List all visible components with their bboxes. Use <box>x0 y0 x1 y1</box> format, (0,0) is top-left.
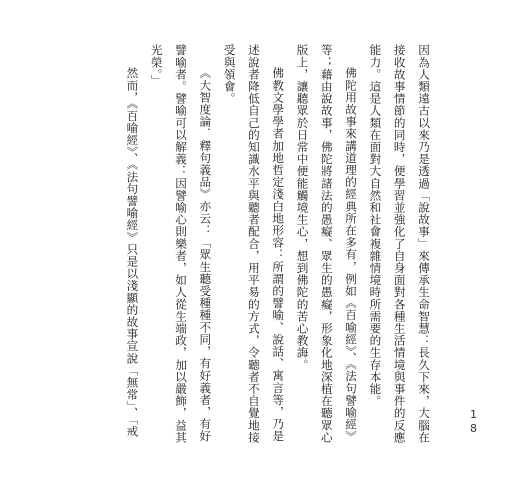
body-text <box>120 44 436 454</box>
paragraph-4: 《大智度論．釋句義品》亦云：「眾生聽受種種不同，有好義者，有好譬喻者。譬喻可以解義：因譬喻心則樂者，如人從生端政，加以嚴飾，益其光榮。」 <box>149 44 213 444</box>
paragraph-3: 佛教文學學者加地哲定淺白地形容：所謂的譬喻、說話、寓言等，乃是述說者降低自己的知識水平與聽者配合，用平易的方式，令聽者不自覺地接受與領會。 <box>222 44 286 444</box>
page-number: 18 <box>467 408 480 436</box>
paragraph-5: 然而，《百喻經》、《法句譬喻經》只是以淺顯的故事宣說「無常」、「戒 <box>125 67 140 438</box>
paragraph-2: 佛陀用故事來講道理的經典所在多有，例如《百喻經》、《法句譬喻經》等；藉由說故事，佛陀將諸法的愚癡、眾生的愚癡，形象化地深植在聽眾心版上，讓聽眾於日常中便能觸境生心，想到佛陀的苦心教誨。 <box>295 44 359 444</box>
paragraph-1: 因為人類遠古以來乃是透過「說故事」來傳承生命智慧：長久下來，大腦在接收故事情節的同時，便學習並強化了自身面對各種生活情境與事件的反應能力。這是人類在面對大自然和社會複雜情境時所需要的生存本能。 <box>368 44 431 444</box>
